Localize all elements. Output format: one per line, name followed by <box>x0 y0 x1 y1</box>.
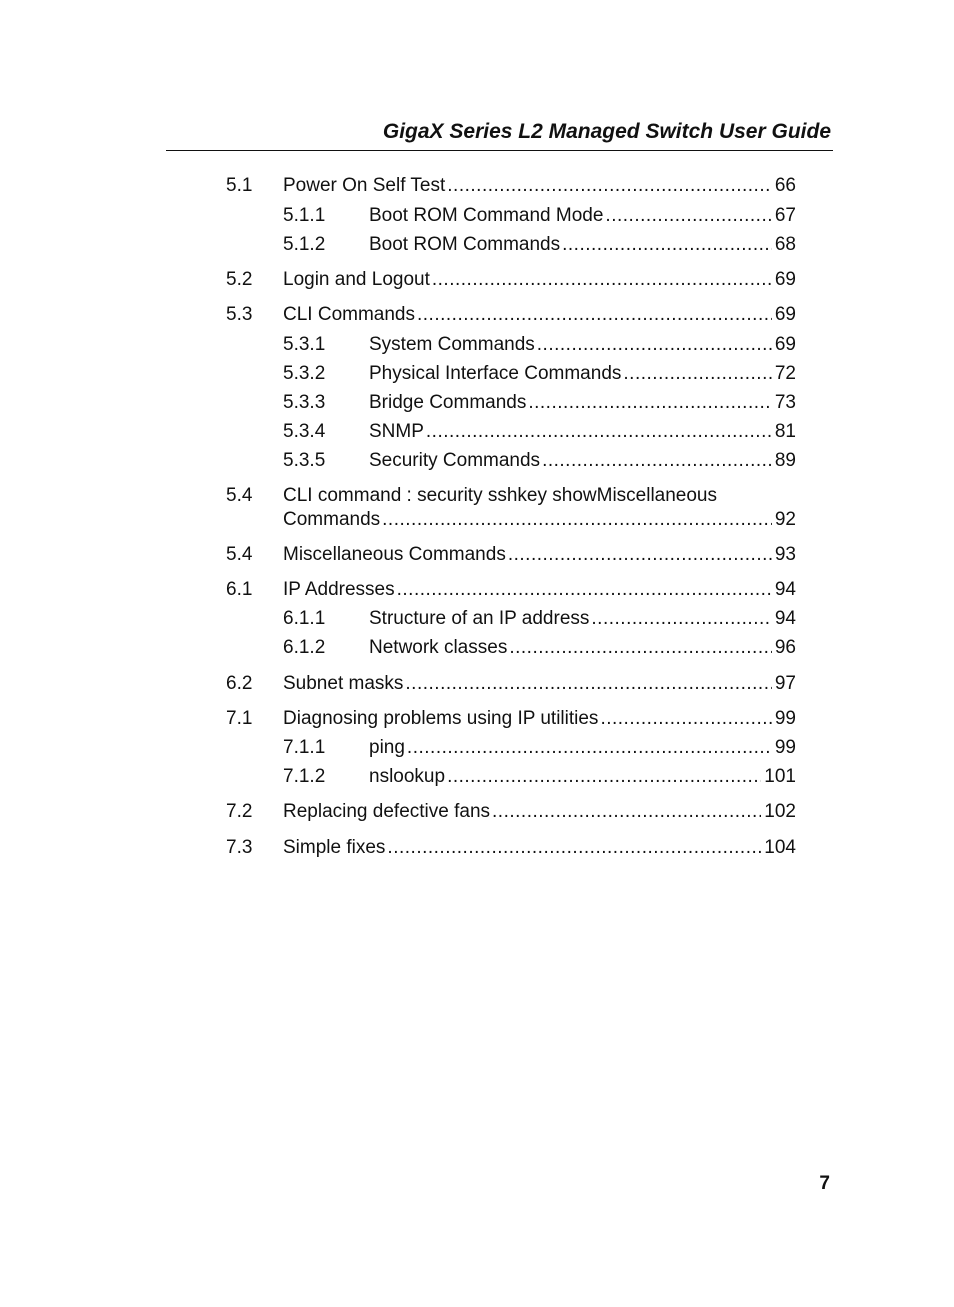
dot-leader <box>508 543 772 567</box>
toc-number: 6.1 <box>226 579 253 600</box>
toc-title: Miscellaneous Commands <box>283 544 506 565</box>
toc-number: 7.1.2 <box>283 766 326 787</box>
toc-entry-6-1-1[interactable] <box>0 607 954 631</box>
toc-entry-5-1-2[interactable] <box>0 233 954 257</box>
toc-page: 99 <box>774 737 796 758</box>
toc-title: Boot ROM Command Mode <box>369 205 604 226</box>
toc-entry-5-3-4[interactable] <box>0 420 954 444</box>
toc-title: Security Commands <box>369 450 541 471</box>
toc-page: 67 <box>774 205 796 226</box>
dot-leader <box>591 607 771 631</box>
dot-leader <box>509 636 772 660</box>
toc-number: 6.1.1 <box>283 608 326 629</box>
toc-entry-5-2[interactable] <box>0 268 954 292</box>
dot-leader <box>492 800 761 824</box>
dot-leader <box>432 268 772 292</box>
toc-title-line1: CLI command : security sshkey showMiscellaneous <box>283 485 718 506</box>
toc-title: Commands <box>283 509 381 530</box>
toc-number: 5.4 <box>226 485 253 506</box>
toc-page: 92 <box>774 509 796 530</box>
toc-page: 99 <box>774 708 796 729</box>
toc-title: CLI Commands <box>283 304 415 325</box>
toc-entry-5-4-cli-command-cont[interactable] <box>0 508 954 532</box>
toc-number: 5.1.1 <box>283 205 326 226</box>
toc-number: 5.3.1 <box>283 334 326 355</box>
toc-page: 68 <box>774 234 796 255</box>
dot-leader <box>542 449 772 473</box>
toc-title: Power On Self Test <box>283 175 446 196</box>
toc-page: 96 <box>774 637 796 658</box>
toc-page: 69 <box>774 334 796 355</box>
toc-title: Physical Interface Commands <box>369 363 622 384</box>
toc-entry-6-2[interactable] <box>0 672 954 696</box>
toc-title: Simple fixes <box>283 837 386 858</box>
toc-page: 97 <box>774 673 796 694</box>
toc-number: 6.2 <box>226 673 253 694</box>
toc-number: 6.1.2 <box>283 637 326 658</box>
header-divider <box>166 150 833 151</box>
toc-entry-5-1-1[interactable] <box>0 204 954 228</box>
dot-leader <box>447 174 772 198</box>
toc-entry-5-1[interactable] <box>0 174 954 198</box>
toc-number: 5.3.4 <box>283 421 326 442</box>
dot-leader <box>407 736 772 760</box>
toc-title: Replacing defective fans <box>283 801 491 822</box>
toc-number: 5.1 <box>226 175 253 196</box>
toc-page: 73 <box>774 392 796 413</box>
toc-entry-7-2[interactable] <box>0 800 954 824</box>
toc-entry-7-1[interactable] <box>0 707 954 731</box>
toc-page: 66 <box>774 175 796 196</box>
toc-entry-7-1-2[interactable] <box>0 765 954 789</box>
toc-title: Boot ROM Commands <box>369 234 561 255</box>
toc-title: Diagnosing problems using IP utilities <box>283 708 599 729</box>
toc-title: Login and Logout <box>283 269 430 290</box>
dot-leader <box>562 233 772 257</box>
dot-leader <box>600 707 771 731</box>
toc-title: nslookup <box>369 766 446 787</box>
toc-entry-5-4-cli-command[interactable] <box>0 484 954 508</box>
toc-number: 5.4 <box>226 544 253 565</box>
toc-number: 5.3.3 <box>283 392 326 413</box>
toc-title: Network classes <box>369 637 508 658</box>
toc-title: System Commands <box>369 334 535 355</box>
toc-title: IP Addresses <box>283 579 395 600</box>
toc-title: Structure of an IP address <box>369 608 590 629</box>
toc-page: 94 <box>774 608 796 629</box>
toc-page: 72 <box>774 363 796 384</box>
toc-entry-5-3-5[interactable] <box>0 449 954 473</box>
dot-leader <box>605 204 771 228</box>
dot-leader <box>528 391 772 415</box>
toc-title: Subnet masks <box>283 673 404 694</box>
toc-number: 5.1.2 <box>283 234 326 255</box>
toc-number: 7.1.1 <box>283 737 326 758</box>
dot-leader <box>397 578 772 602</box>
toc-page: 101 <box>764 766 796 787</box>
toc-page: 102 <box>764 801 796 822</box>
dot-leader <box>382 508 772 532</box>
toc-entry-5-3-1[interactable] <box>0 333 954 357</box>
toc-title: ping <box>369 737 405 758</box>
dot-leader <box>417 303 772 327</box>
dot-leader <box>426 420 772 444</box>
dot-leader <box>623 362 771 386</box>
toc-entry-5-3-3[interactable] <box>0 391 954 415</box>
toc-title: Bridge Commands <box>369 392 527 413</box>
document-title: GigaX Series L2 Managed Switch User Guide <box>382 120 831 143</box>
toc-page: 104 <box>764 837 796 858</box>
toc-page: 89 <box>774 450 796 471</box>
toc-page: 94 <box>774 579 796 600</box>
toc-number: 5.3.5 <box>283 450 326 471</box>
toc-page: 81 <box>774 421 796 442</box>
toc-page: 93 <box>774 544 796 565</box>
toc-entry-7-3[interactable] <box>0 836 954 860</box>
toc-entry-6-1-2[interactable] <box>0 636 954 660</box>
toc-title: SNMP <box>369 421 424 442</box>
dot-leader <box>405 672 771 696</box>
toc-number: 5.3.2 <box>283 363 326 384</box>
toc-number: 7.3 <box>226 837 253 858</box>
toc-number: 7.2 <box>226 801 253 822</box>
toc-entry-5-3-2[interactable] <box>0 362 954 386</box>
toc-number: 5.2 <box>226 269 253 290</box>
toc-page: 69 <box>774 304 796 325</box>
toc-number: 7.1 <box>226 708 253 729</box>
toc-entry-5-3[interactable] <box>0 303 954 327</box>
dot-leader <box>537 333 772 357</box>
toc-number: 5.3 <box>226 304 253 325</box>
page-number: 7 <box>819 1173 830 1194</box>
dot-leader <box>447 765 761 789</box>
dot-leader <box>387 836 761 860</box>
toc-page: 69 <box>774 269 796 290</box>
toc-entry-5-4-miscellaneous[interactable] <box>0 543 954 567</box>
toc-entry-7-1-1[interactable] <box>0 736 954 760</box>
toc-entry-6-1[interactable] <box>0 578 954 602</box>
